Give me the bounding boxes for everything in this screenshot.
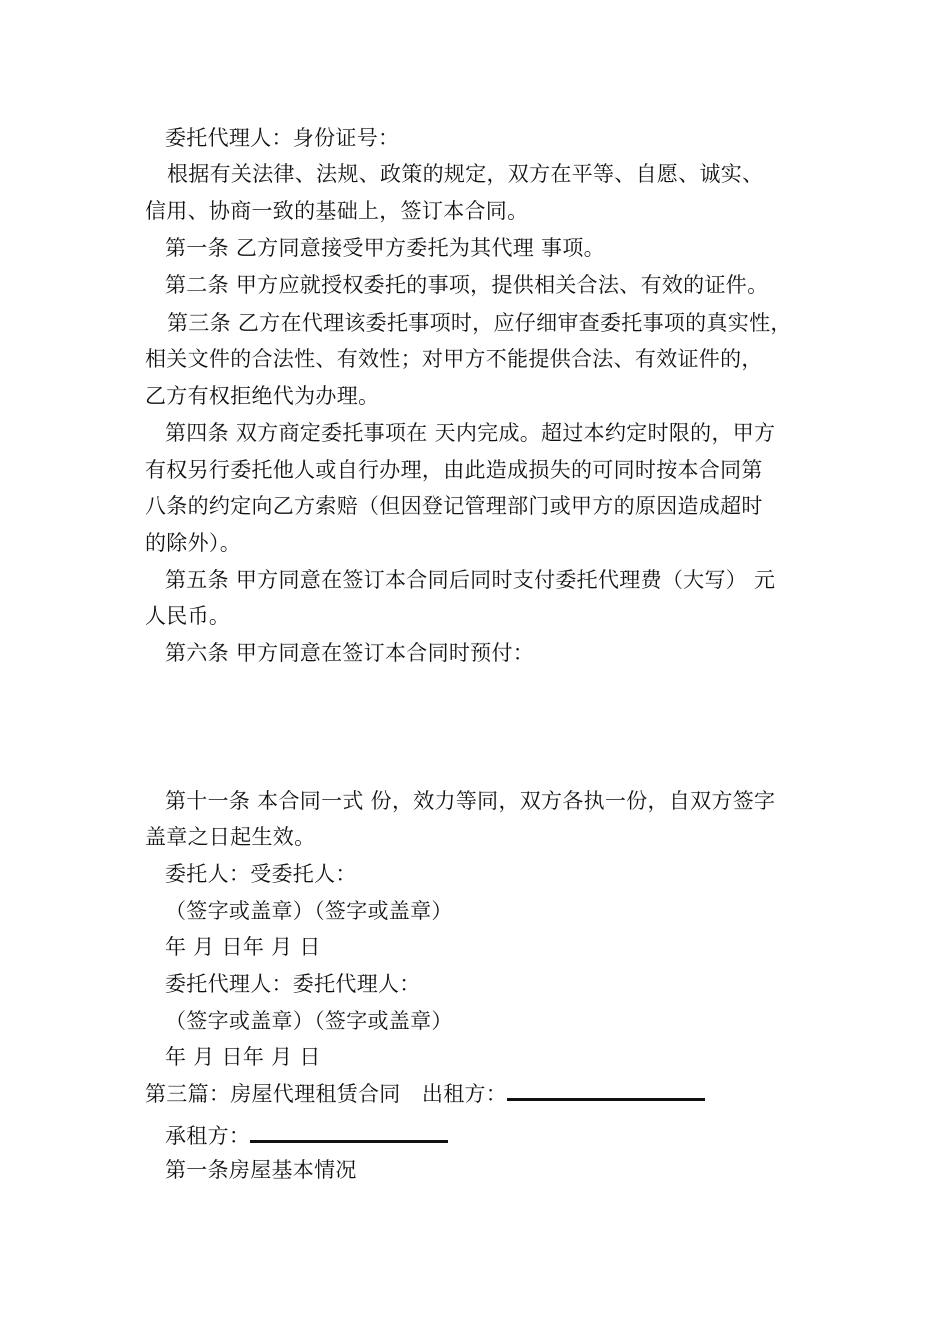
text-line: （签字或盖章）（签字或盖章） [165,1009,453,1033]
text-line: 的除外）。 [145,531,241,555]
text-line: 年 月 日年 月 日 [165,935,321,959]
text-line: 八条的约定向乙方索赔（但因登记管理部门或甲方的原因造成超时 [145,494,763,518]
text-line: 第二条 甲方应就授权委托的事项，提供相关合法、有效的证件。 [165,273,769,297]
text-line: 有权另行委托他人或自行办理，由此造成损失的可同时按本合同第 [145,458,763,482]
text-line: 年 月 日年 月 日 [165,1045,321,1069]
section-heading-text: 第三篇：房屋代理租赁合同 出租方： [145,1082,508,1106]
text-line: 第五条 甲方同意在签订本合同后同时支付委托代理费（大写） 元 [165,568,776,592]
text-line: 相关文件的合法性、有效性；对甲方不能提供合法、有效证件的， [145,347,763,371]
lessee-line [165,1122,845,1150]
lessor-blank-line [507,1080,705,1101]
text-line: 第四条 双方商定委托事项在 天内完成。超过本约定时限的，甲方 [165,421,776,445]
text-line: 第六条 甲方同意在签订本合同时预付： [165,641,535,665]
text-line: 第十一条 本合同一式 份，效力等同，双方各执一份，自双方签字 [165,789,776,813]
text-line: 人民币。 [145,604,231,628]
section-heading-line [145,1080,825,1108]
text-line: 委托代理人：委托代理人： [165,972,421,996]
lessee-blank-line [250,1122,448,1143]
text-line: 第三条 乙方在代理该委托事项时，应仔细审查委托事项的真实性， [167,311,792,335]
text-line: 第一条 乙方同意接受甲方委托为其代理 事项。 [165,236,605,260]
text-line: 盖章之日起生效。 [145,825,316,849]
text-line: 委托代理人：身份证号： [165,126,400,150]
lessee-label: 承租方： [165,1124,251,1148]
text-line: 根据有关法律、法规、政策的规定，双方在平等、自愿、诚实、 [167,162,764,186]
text-line: 第一条房屋基本情况 [165,1158,357,1182]
text-line: 信用、协商一致的基础上，签订本合同。 [145,199,529,223]
text-line: 委托人：受委托人： [165,862,357,886]
text-line: 乙方有权拒绝代为办理。 [145,384,380,408]
text-line: （签字或盖章）（签字或盖章） [165,899,453,923]
